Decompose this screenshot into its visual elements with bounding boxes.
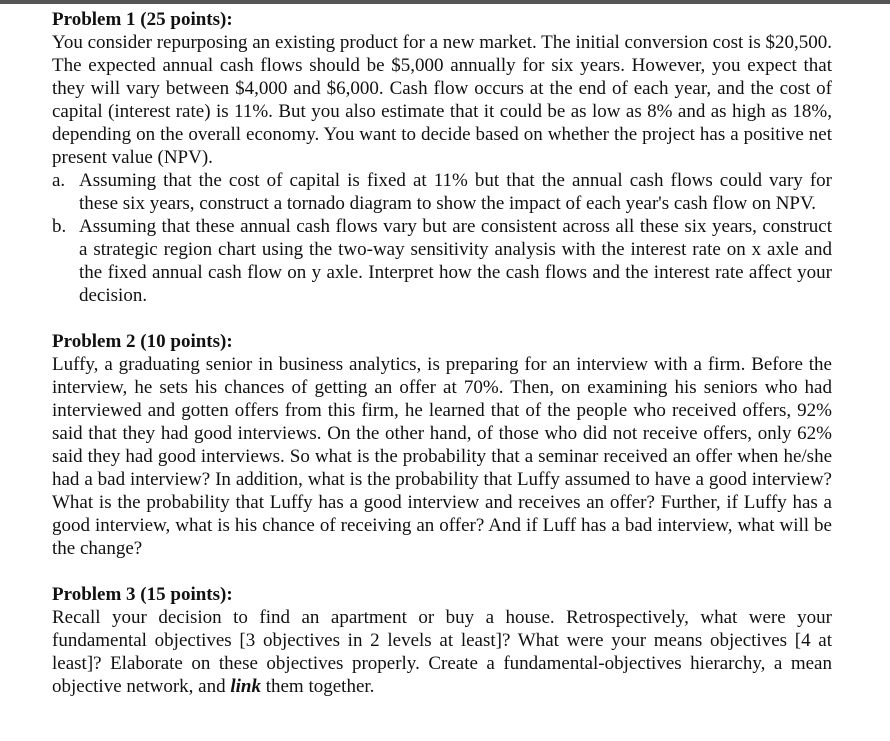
part-b-text: Assuming that these annual cash flows vary but are consistent across all these six years, construct a strategic region chart using the two-way sensitivity analysis with the interest rate on x axle and the fixed annual cash flow on y axle. Interpret how the cash flows and the interest rate affect your decision. bbox=[79, 216, 832, 306]
problem-1-heading: Problem 1 (25 points): bbox=[52, 9, 233, 30]
problem-2-heading: Problem 2 (10 points): bbox=[52, 331, 233, 352]
problem-3-body bbox=[52, 606, 832, 698]
problem-1 bbox=[52, 8, 832, 307]
problem-3-body-start: Recall your decision to find an apartment or buy a house. Retrospectively, what were your fundamental objectives [3 objectives in 2 levels at least]? What were your means objectives [4 at least]? Elaborate on these objectives properly. Create a fundamental-objectives hierarchy, a mean objective network, and bbox=[52, 607, 832, 697]
problem-3-body-end: them together. bbox=[260, 676, 375, 697]
problem-2-body: Luffy, a graduating senior in business analytics, is preparing for an interview with a firm. Before the interview, he sets his chances of getting an offer at 70%. Then, on examining his seniors who had interviewed and gotten offers from this firm, he learned that of the people who received offers, 92% said that they had good interviews. On the other hand, of those who did not receive offers, only 62% said they had good interviews. So what is the probability that a seminar received an offer when he/she had a bad interview? In addition, what is the probability that Luffy assumed to have a good interview? What is the probability that Luffy has a good interview and receives an offer? Further, if Luffy has a good interview, what is his chance of receiving an offer? And if Luff has a bad interview, what will be the change? bbox=[52, 354, 832, 559]
top-border bbox=[0, 0, 890, 4]
problem-3-heading: Problem 3 (15 points): bbox=[52, 584, 233, 605]
problem-3 bbox=[52, 583, 832, 698]
problem-1-body: You consider repurposing an existing product for a new market. The initial conversion cost is $20,500. The expected annual cash flows should be $5,000 annually for six years. However, you expect that they will vary between $4,000 and $6,000. Cash flow occurs at the end of each year, and the cost of capital (interest rate) is 11%. But you also estimate that it could be as low as 8% and as high as 18%, depending on the overall economy. You want to decide based on whether the project has a positive net present value (NPV). bbox=[52, 32, 832, 168]
problem-3-link-emphasis: link bbox=[230, 676, 261, 697]
problem-2 bbox=[52, 330, 832, 560]
part-a-text: Assuming that the cost of capital is fixed at 11% but that the annual cash flows could vary for these six years, construct a tornado diagram to show the impact of each year's cash flow on NPV. bbox=[79, 170, 832, 214]
assignment-document bbox=[52, 8, 832, 698]
problem-1-parts bbox=[52, 169, 832, 307]
problem-1-part-a bbox=[52, 169, 832, 215]
part-a-marker: a. bbox=[52, 170, 66, 191]
part-b-marker: b. bbox=[52, 216, 67, 237]
problem-1-part-b bbox=[52, 215, 832, 307]
